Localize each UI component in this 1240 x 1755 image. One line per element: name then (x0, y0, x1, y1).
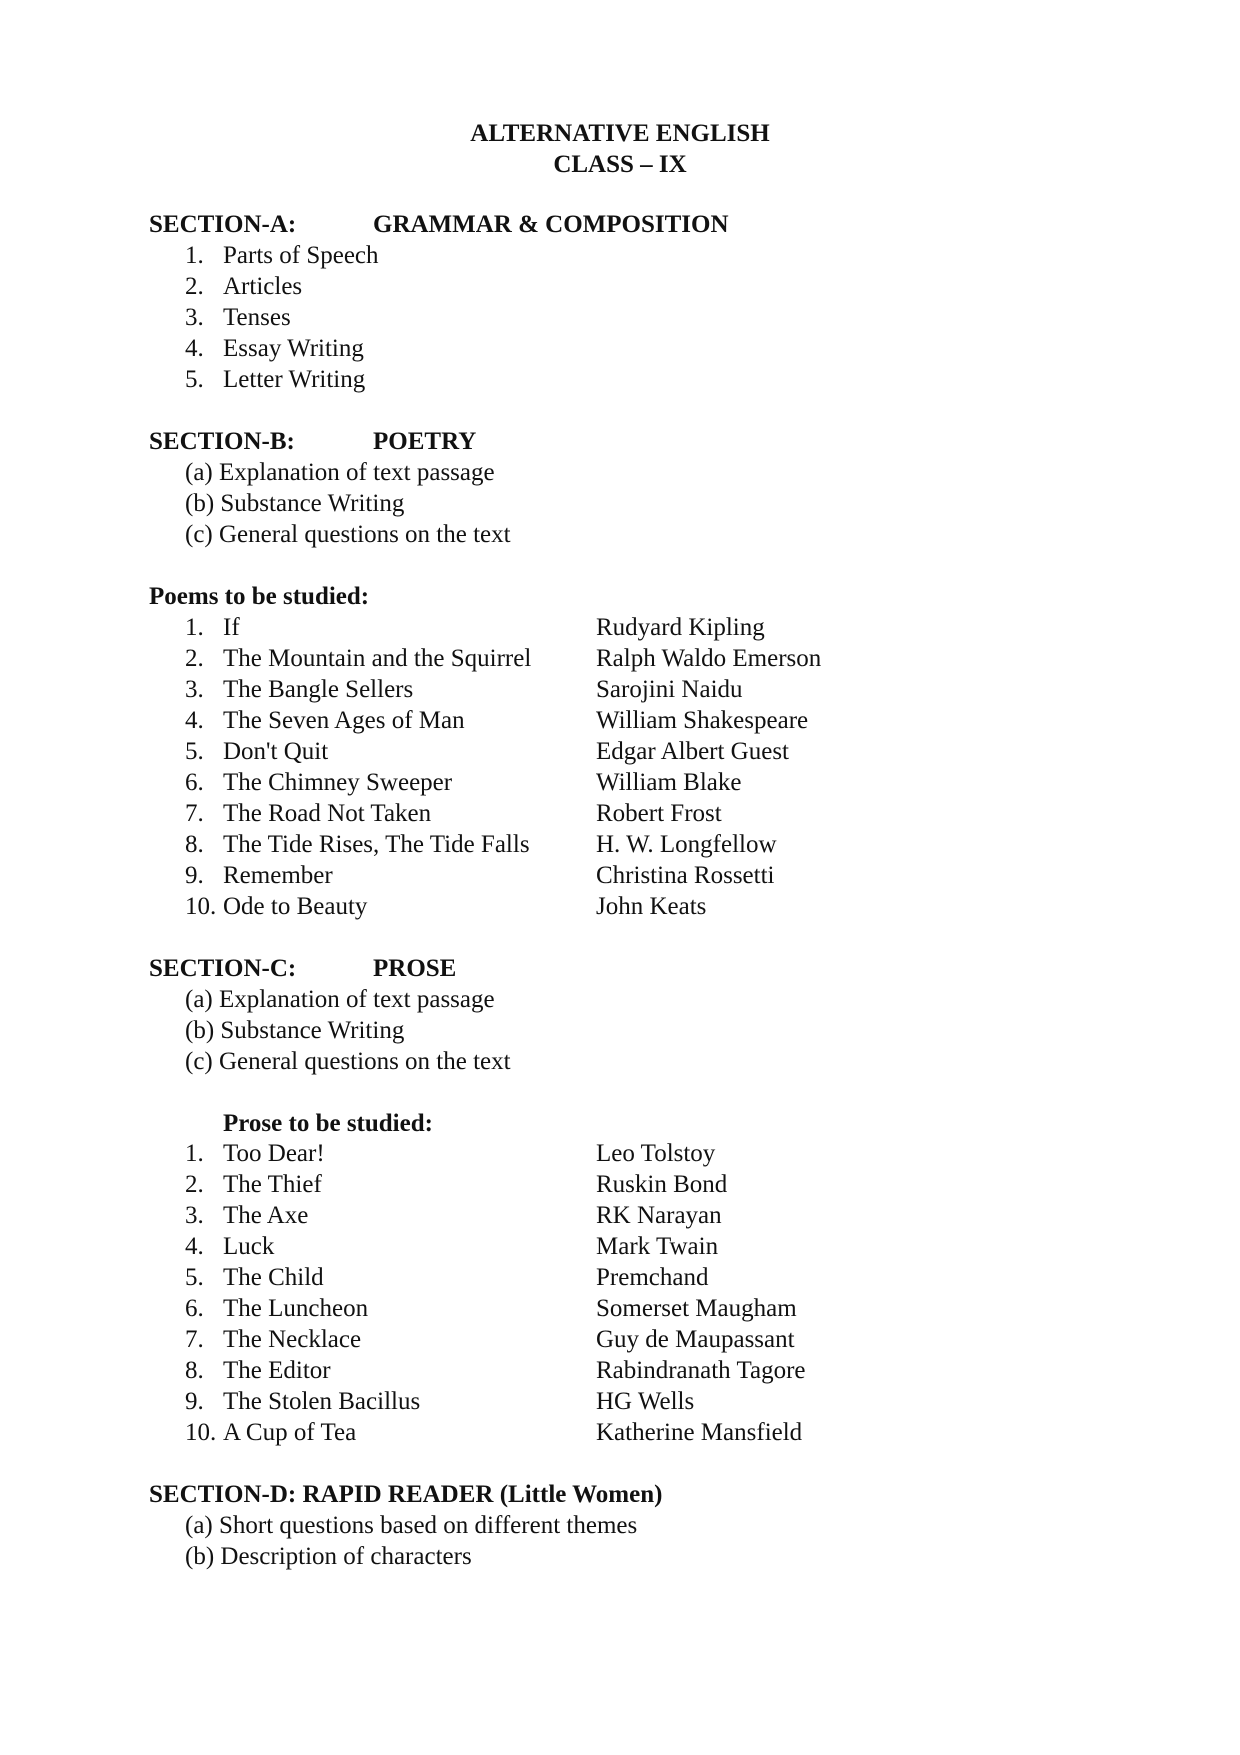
section-a-name: GRAMMAR & COMPOSITION (373, 211, 729, 238)
section-c-label: SECTION-C: (149, 955, 297, 982)
page-subtitle: CLASS – IX (553, 151, 687, 178)
item-text: Parts of Speech (223, 242, 379, 269)
poem-title: Ode to Beauty (223, 893, 368, 920)
item-number: 9. (185, 862, 204, 889)
prose-title: The Thief (223, 1171, 322, 1198)
item-text: Articles (223, 273, 303, 300)
prose-author: Somerset Maugham (596, 1295, 797, 1322)
prose-author: Mark Twain (596, 1233, 719, 1260)
list-item: (a) Explanation of text passage (185, 986, 495, 1013)
prose-author: Ruskin Bond (596, 1171, 728, 1198)
prose-title: The Editor (223, 1357, 331, 1384)
section-d-heading: SECTION-D: RAPID READER (Little Women) (149, 1481, 663, 1508)
item-number: 10. (185, 893, 217, 920)
item-number: 3. (185, 1202, 204, 1229)
prose-title: The Necklace (223, 1326, 362, 1353)
prose-title: A Cup of Tea (223, 1419, 357, 1446)
item-number: 10. (185, 1419, 217, 1446)
prose-title: The Child (223, 1264, 324, 1291)
list-item: (c) General questions on the text (185, 521, 511, 548)
prose-author: Leo Tolstoy (596, 1140, 716, 1167)
item-number: 1. (185, 242, 204, 269)
list-item: (b) Substance Writing (185, 490, 405, 517)
poem-author: H. W. Longfellow (596, 831, 777, 858)
poem-author: John Keats (596, 893, 707, 920)
prose-author: Katherine Mansfield (596, 1419, 803, 1446)
poem-author: Robert Frost (596, 800, 722, 827)
item-number: 3. (185, 676, 204, 703)
poem-title: Don't Quit (223, 738, 329, 765)
item-number: 6. (185, 1295, 204, 1322)
item-number: 2. (185, 1171, 204, 1198)
prose-title: Too Dear! (223, 1140, 325, 1167)
item-number: 2. (185, 273, 204, 300)
list-item: (b) Description of characters (185, 1543, 472, 1570)
item-number: 1. (185, 614, 204, 641)
item-number: 4. (185, 1233, 204, 1260)
section-b-label: SECTION-B: (149, 428, 295, 455)
item-number: 5. (185, 738, 204, 765)
prose-title: The Axe (223, 1202, 309, 1229)
list-item: (b) Substance Writing (185, 1017, 405, 1044)
item-number: 5. (185, 366, 204, 393)
prose-author: Premchand (596, 1264, 709, 1291)
poem-title: The Bangle Sellers (223, 676, 414, 703)
poem-title: The Seven Ages of Man (223, 707, 465, 734)
item-number: 5. (185, 1264, 204, 1291)
item-text: Letter Writing (223, 366, 366, 393)
poem-author: Christina Rossetti (596, 862, 775, 889)
item-number: 2. (185, 645, 204, 672)
item-number: 4. (185, 707, 204, 734)
item-number: 6. (185, 769, 204, 796)
poem-author: Edgar Albert Guest (596, 738, 790, 765)
item-number: 4. (185, 335, 204, 362)
prose-title: Luck (223, 1233, 275, 1260)
list-item: (c) General questions on the text (185, 1048, 511, 1075)
item-number: 8. (185, 1357, 204, 1384)
item-text: Essay Writing (223, 335, 364, 362)
item-number: 7. (185, 800, 204, 827)
section-a-label: SECTION-A: (149, 211, 297, 238)
prose-author: HG Wells (596, 1388, 695, 1415)
poem-author: Sarojini Naidu (596, 676, 743, 703)
item-number: 7. (185, 1326, 204, 1353)
poem-author: William Blake (596, 769, 742, 796)
poem-title: If (223, 614, 240, 641)
prose-title: The Stolen Bacillus (223, 1388, 421, 1415)
poem-author: William Shakespeare (596, 707, 809, 734)
poems-heading: Poems to be studied: (149, 583, 370, 610)
poem-author: Ralph Waldo Emerson (596, 645, 822, 672)
item-text: Tenses (223, 304, 291, 331)
prose-title: The Luncheon (223, 1295, 369, 1322)
item-number: 1. (185, 1140, 204, 1167)
item-number: 9. (185, 1388, 204, 1415)
prose-heading: Prose to be studied: (223, 1110, 433, 1137)
poem-title: The Tide Rises, The Tide Falls (223, 831, 530, 858)
page-title: ALTERNATIVE ENGLISH (470, 120, 770, 147)
prose-author: Rabindranath Tagore (596, 1357, 806, 1384)
poem-title: Remember (223, 862, 333, 889)
prose-author: RK Narayan (596, 1202, 722, 1229)
item-number: 3. (185, 304, 204, 331)
prose-author: Guy de Maupassant (596, 1326, 795, 1353)
item-number: 8. (185, 831, 204, 858)
poem-author: Rudyard Kipling (596, 614, 765, 641)
poem-title: The Mountain and the Squirrel (223, 645, 532, 672)
poem-title: The Chimney Sweeper (223, 769, 453, 796)
list-item: (a) Short questions based on different themes (185, 1512, 638, 1539)
section-c-name: PROSE (373, 955, 457, 982)
poem-title: The Road Not Taken (223, 800, 432, 827)
list-item: (a) Explanation of text passage (185, 459, 495, 486)
section-b-name: POETRY (373, 428, 477, 455)
